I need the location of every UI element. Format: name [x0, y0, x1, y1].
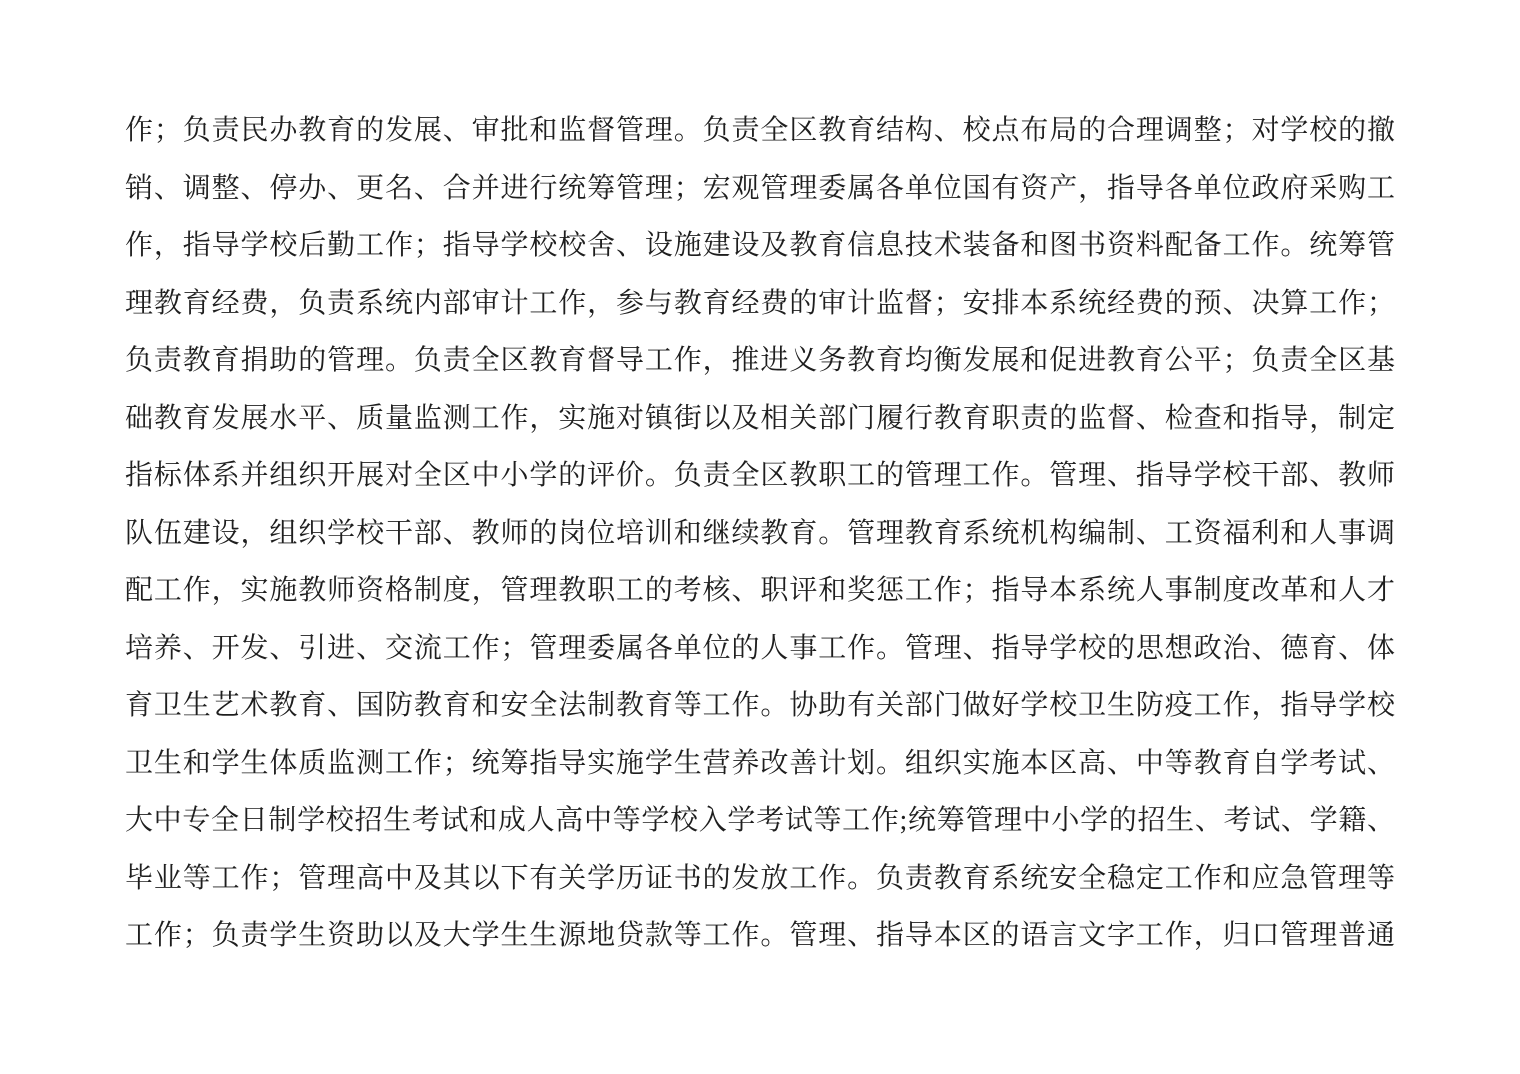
- text-line: 育卫生艺术教育、国防教育和安全法制教育等工作。协助有关部门做好学校卫生防疫工作，指导学校: [125, 690, 1395, 721]
- text-line: 卫生和学生体质监测工作；统筹指导实施学生营养改善计划。组织实施本区高、中等教育自学考试、: [125, 747, 1395, 779]
- text-line: 队伍建设，组织学校干部、教师的岗位培训和继续教育。管理教育系统机构编制、工资福利和人事调: [125, 517, 1395, 549]
- text-line: 大中专全日制学校招生考试和成人高中等学校入学考试等工作;统筹管理中小学的招生、考试、学籍、: [125, 805, 1395, 836]
- text-line: 指标体系并组织开展对全区中小学的评价。负责全区教职工的管理工作。管理、指导学校干部、教师: [125, 460, 1395, 491]
- text-line: 配工作，实施教师资格制度，管理教职工的考核、职评和奖惩工作；指导本系统人事制度改革和人才: [125, 575, 1395, 606]
- text-line: 理教育经费，负责系统内部审计工作，参与教育经费的审计监督；安排本系统经费的预、决算工作；: [125, 287, 1395, 319]
- text-line: 培养、开发、引进、交流工作；管理委属各单位的人事工作。管理、指导学校的思想政治、德育、体: [125, 632, 1395, 664]
- text-line: 负责教育捐助的管理。负责全区教育督导工作，推进义务教育均衡发展和促进教育公平；负责全区基: [125, 345, 1395, 376]
- text-line: 毕业等工作；管理高中及其以下有关学历证书的发放工作。负责教育系统安全稳定工作和应急管理等: [125, 862, 1395, 894]
- text-line: 作；负责民办教育的发展、审批和监督管理。负责全区教育结构、校点布局的合理调整；对学校的撤: [125, 115, 1395, 146]
- document-body: [125, 102, 1395, 965]
- text-line: 础教育发展水平、质量监测工作，实施对镇街以及相关部门履行教育职责的监督、检查和指导，制定: [125, 402, 1395, 434]
- text-line: 工作；负责学生资助以及大学生生源地贷款等工作。管理、指导本区的语言文字工作，归口管理普通: [125, 920, 1395, 951]
- text-line: 销、调整、停办、更名、合并进行统筹管理；宏观管理委属各单位国有资产，指导各单位政府采购工: [125, 172, 1395, 204]
- text-line: 作，指导学校后勤工作；指导学校校舍、设施建设及教育信息技术装备和图书资料配备工作。统筹管: [125, 230, 1395, 261]
